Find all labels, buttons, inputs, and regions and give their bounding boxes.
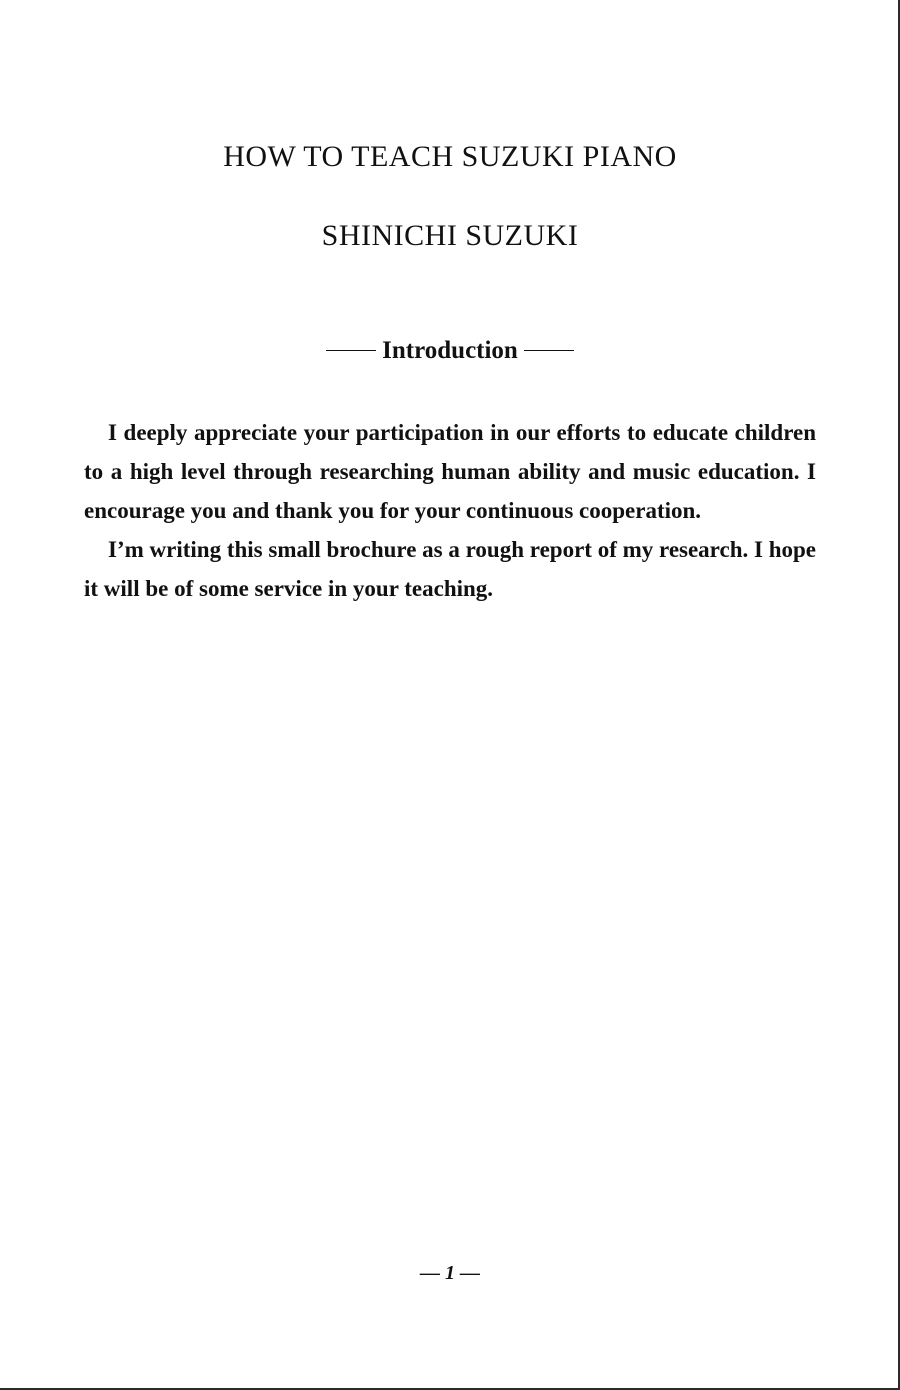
paragraph: I’m writing this small brochure as a rough report of my research. I hope it will be of some service in your teaching. [84, 537, 816, 601]
heading-rule-right [524, 350, 574, 351]
document-author: SHINICHI SUZUKI [321, 219, 579, 252]
introduction-body [84, 413, 816, 608]
section-heading [0, 337, 900, 365]
document-title: HOW TO TEACH SUZUKI PIANO [223, 140, 677, 173]
paragraph: I deeply appreciate your participation in our efforts to educate children to a high level through researching human ability and music education. I encourage you and thank you for your continuous cooperation. [84, 420, 816, 523]
section-heading-label: Introduction [382, 337, 518, 364]
heading-rule-left [326, 350, 376, 351]
page-number: — 1 — [420, 1262, 480, 1284]
